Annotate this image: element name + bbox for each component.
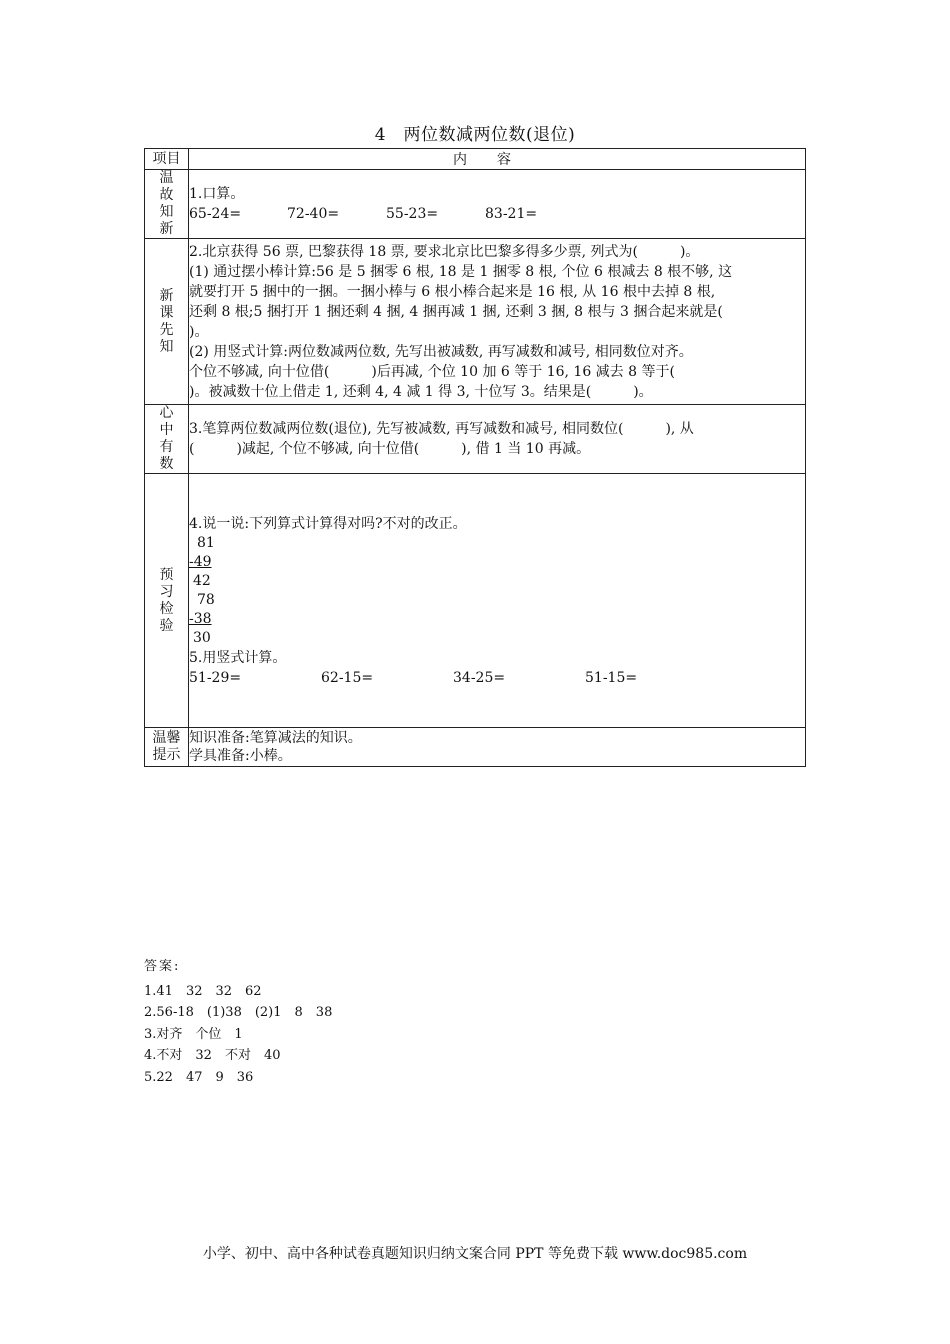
text-line: 2.北京获得 56 票, 巴黎获得 18 票, 要求北京比巴黎多得多少票, 列式为( )。 xyxy=(189,243,700,260)
exercise: 51-15= xyxy=(585,669,638,686)
page-title: 4 两位数减两位数(退位) xyxy=(374,125,576,145)
minuend: 78 xyxy=(197,591,215,608)
answer-line: 1.41 32 32 62 xyxy=(144,983,262,999)
new-lesson-row xyxy=(145,239,806,405)
review-label: 温 故 知 新 xyxy=(145,170,189,239)
answers-section xyxy=(144,956,332,1088)
review-row xyxy=(145,170,806,239)
exercise: 62-15= xyxy=(321,669,374,686)
vertical-calculation-2 xyxy=(189,591,805,648)
answer-line: 3.对齐 个位 1 xyxy=(144,1026,243,1042)
text-line: (2) 用竖式计算:两位数减两位数, 先写出被减数, 再写减数和减号, 相同数位对齐。 xyxy=(189,343,693,360)
exercise: 83-21= xyxy=(485,206,538,222)
text-line: 个位不够减, 向十位借( )后再减, 个位 10 加 6 等于 16, 16 减去 8 等于( xyxy=(189,363,675,380)
table-header-row xyxy=(145,149,806,170)
summary-label: 心 中 有 数 xyxy=(145,405,189,474)
summary-content xyxy=(189,405,806,474)
exercise: 51-29= xyxy=(189,669,242,686)
text-line: 还剩 8 根;5 捆打开 1 捆还剩 4 捆, 4 捆再减 1 捆, 还剩 3 捆, 8 根与 3 捆合起来就是( xyxy=(189,303,723,320)
result: 42 xyxy=(193,572,211,589)
footer-text: 小学、初中、高中各种试卷真题知识归纳文案合同 PPT 等免费下载 www.doc985.com xyxy=(202,1246,748,1262)
practice-row xyxy=(145,474,806,728)
text-line: 就要打开 5 捆中的一捆。一捆小棒与 6 根小棒合起来是 16 根, 从 16 根中去掉 8 根, xyxy=(189,283,716,300)
subtrahend: -38 xyxy=(189,610,212,627)
summary-row xyxy=(145,405,806,474)
exercise: 55-23= xyxy=(386,206,439,222)
text-line: )。被减数十位上借走 1, 还剩 4, 4 减 1 得 3, 十位写 3。结果是( )。 xyxy=(189,383,653,400)
text-line: 学具准备:小棒。 xyxy=(189,748,292,764)
header-content: 内容 xyxy=(189,149,806,170)
oral-exercises xyxy=(189,204,805,224)
review-content xyxy=(189,170,806,239)
text-line: 知识准备:笔算减法的知识。 xyxy=(189,730,362,746)
exercise: 34-25= xyxy=(453,669,506,686)
result: 30 xyxy=(193,629,211,646)
new-lesson-content xyxy=(189,239,806,405)
subtrahend: -49 xyxy=(189,553,212,570)
minuend: 81 xyxy=(197,534,215,551)
practice-label: 预 习 检 验 xyxy=(145,474,189,728)
tips-row xyxy=(145,728,806,767)
exercise: 65-24= xyxy=(189,206,242,222)
question-5: 5.用竖式计算。 xyxy=(189,649,287,666)
answer-line: 2.56-18 (1)38 (2)1 8 38 xyxy=(144,1005,333,1020)
vertical-calculation-1 xyxy=(189,534,805,591)
answer-line: 4.不对 32 不对 40 xyxy=(144,1048,281,1063)
lesson-table xyxy=(144,148,806,767)
question-1: 1.口算。 xyxy=(189,186,245,202)
practice-content xyxy=(189,474,806,728)
text-line: )。 xyxy=(189,323,209,340)
vertical-exercises xyxy=(189,668,805,688)
tips-label: 温馨 提示 xyxy=(145,728,189,767)
question-4: 4.说一说:下列算式计算得对吗?不对的改正。 xyxy=(189,515,467,532)
text-line: 3.笔算两位数减两位数(退位), 先写被减数, 再写减数和减号, 相同数位( ), 从 xyxy=(189,421,694,437)
exercise: 72-40= xyxy=(287,206,340,222)
new-lesson-label: 新 课 先 知 xyxy=(145,239,189,405)
text-line: ( )减起, 个位不够减, 向十位借( ), 借 1 当 10 再减。 xyxy=(189,441,591,457)
answer-line: 5.22 47 9 36 xyxy=(144,1069,254,1085)
text-line: (1) 通过摆小棒计算:56 是 5 捆零 6 根, 18 是 1 捆零 8 根, 个位 6 根减去 8 根不够, 这 xyxy=(189,263,733,280)
answers-title: 答案: xyxy=(144,959,181,974)
tips-content xyxy=(189,728,806,767)
header-item: 项目 xyxy=(145,149,189,170)
